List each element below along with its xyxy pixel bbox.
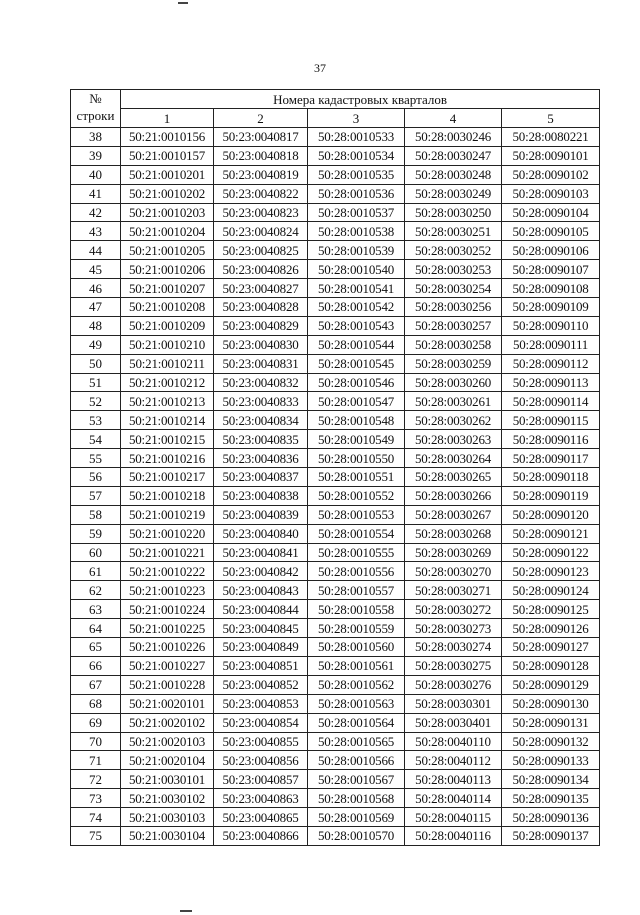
cadastral-number-cell: 50:28:0090105 [502,222,600,241]
table-row [71,165,600,184]
cadastral-number-cell: 50:28:0010556 [308,562,405,581]
cadastral-number-cell: 50:28:0030253 [405,260,502,279]
row-number-cell: 52 [71,392,121,411]
cadastral-quarters-table [70,89,600,846]
cadastral-number-cell: 50:28:0010553 [308,505,405,524]
scan-mark-bottom [180,910,192,912]
table-row [71,241,600,260]
cadastral-number-cell: 50:28:0090136 [502,808,600,827]
row-number-cell: 53 [71,411,121,430]
cadastral-number-cell: 50:28:0010542 [308,298,405,317]
cadastral-number-cell: 50:23:0040849 [214,638,308,657]
cadastral-number-cell: 50:28:0090124 [502,581,600,600]
table-row [71,656,600,675]
row-number-cell: 73 [71,789,121,808]
row-number-cell: 40 [71,165,121,184]
row-number-cell: 39 [71,146,121,165]
cadastral-number-cell: 50:21:0010217 [121,468,214,487]
cadastral-number-cell: 50:21:0010211 [121,354,214,373]
table-row [71,203,600,222]
cadastral-number-cell: 50:28:0030256 [405,298,502,317]
cadastral-number-cell: 50:23:0040851 [214,656,308,675]
cadastral-number-cell: 50:28:0010548 [308,411,405,430]
row-number-header [71,90,121,128]
cadastral-number-cell: 50:28:0010535 [308,165,405,184]
cadastral-number-cell: 50:23:0040843 [214,581,308,600]
cadastral-number-cell: 50:28:0030273 [405,619,502,638]
cadastral-number-cell: 50:28:0010557 [308,581,405,600]
row-number-cell: 61 [71,562,121,581]
table-row [71,600,600,619]
column-number-header: 3 [308,109,405,128]
cadastral-number-cell: 50:28:0030265 [405,468,502,487]
table-row [71,468,600,487]
cadastral-number-cell: 50:28:0030401 [405,713,502,732]
row-number-cell: 60 [71,543,121,562]
table-row [71,392,600,411]
cadastral-number-cell: 50:28:0040116 [405,826,502,845]
row-number-header-symbol: № [89,91,102,106]
row-number-cell: 71 [71,751,121,770]
cadastral-number-cell: 50:28:0030275 [405,656,502,675]
cadastral-number-cell: 50:28:0010564 [308,713,405,732]
cadastral-number-cell: 50:23:0040855 [214,732,308,751]
cadastral-number-cell: 50:28:0010558 [308,600,405,619]
row-number-cell: 46 [71,279,121,298]
table-row [71,581,600,600]
cadastral-number-cell: 50:28:0090122 [502,543,600,562]
cadastral-number-cell: 50:23:0040833 [214,392,308,411]
row-number-cell: 65 [71,638,121,657]
cadastral-number-cell: 50:28:0090113 [502,373,600,392]
row-number-cell: 48 [71,316,121,335]
table-row [71,486,600,505]
cadastral-number-cell: 50:28:0090132 [502,732,600,751]
cadastral-number-cell: 50:28:0030257 [405,316,502,335]
cadastral-number-cell: 50:28:0090123 [502,562,600,581]
cadastral-number-cell: 50:28:0030249 [405,184,502,203]
cadastral-number-cell: 50:28:0030266 [405,486,502,505]
cadastral-number-cell: 50:23:0040835 [214,430,308,449]
cadastral-number-cell: 50:28:0090111 [502,335,600,354]
cadastral-number-cell: 50:28:0090120 [502,505,600,524]
table-row [71,524,600,543]
cadastral-number-cell: 50:28:0030274 [405,638,502,657]
cadastral-number-cell: 50:28:0090107 [502,260,600,279]
cadastral-number-cell: 50:23:0040866 [214,826,308,845]
row-number-cell: 50 [71,354,121,373]
cadastral-number-cell: 50:23:0040852 [214,675,308,694]
cadastral-number-cell: 50:21:0010210 [121,335,214,354]
cadastral-number-cell: 50:21:0020103 [121,732,214,751]
row-number-cell: 51 [71,373,121,392]
cadastral-number-cell: 50:28:0030271 [405,581,502,600]
cadastral-number-cell: 50:28:0030250 [405,203,502,222]
cadastral-number-cell: 50:21:0020102 [121,713,214,732]
table-header-row-1 [71,90,600,109]
cadastral-number-cell: 50:21:0010157 [121,146,214,165]
cadastral-number-cell: 50:21:0010212 [121,373,214,392]
cadastral-number-cell: 50:23:0040827 [214,279,308,298]
table-row [71,354,600,373]
cadastral-number-cell: 50:28:0010570 [308,826,405,845]
cadastral-number-cell: 50:28:0010540 [308,260,405,279]
row-number-cell: 62 [71,581,121,600]
cadastral-number-cell: 50:21:0020104 [121,751,214,770]
cadastral-number-cell: 50:28:0030301 [405,694,502,713]
cadastral-number-cell: 50:21:0010205 [121,241,214,260]
cadastral-number-cell: 50:28:0030258 [405,335,502,354]
cadastral-number-cell: 50:28:0030259 [405,354,502,373]
table-row [71,335,600,354]
table-row [71,505,600,524]
cadastral-number-cell: 50:21:0010221 [121,543,214,562]
cadastral-number-cell: 50:21:0010209 [121,316,214,335]
cadastral-number-cell: 50:28:0090128 [502,656,600,675]
table-row [71,789,600,808]
column-group-header: Номера кадастровых кварталов [121,90,600,109]
cadastral-number-cell: 50:23:0040837 [214,468,308,487]
cadastral-number-cell: 50:28:0030267 [405,505,502,524]
cadastral-number-cell: 50:28:0090108 [502,279,600,298]
cadastral-number-cell: 50:28:0090129 [502,675,600,694]
cadastral-number-cell: 50:28:0010538 [308,222,405,241]
cadastral-number-cell: 50:28:0090130 [502,694,600,713]
cadastral-number-cell: 50:28:0030261 [405,392,502,411]
row-number-cell: 70 [71,732,121,751]
cadastral-number-cell: 50:21:0010225 [121,619,214,638]
row-number-cell: 55 [71,449,121,468]
cadastral-number-cell: 50:28:0090118 [502,468,600,487]
row-number-cell: 42 [71,203,121,222]
row-number-cell: 72 [71,770,121,789]
cadastral-number-cell: 50:28:0010559 [308,619,405,638]
table-row [71,619,600,638]
cadastral-number-cell: 50:28:0030269 [405,543,502,562]
cadastral-number-cell: 50:28:0010563 [308,694,405,713]
column-number-header: 1 [121,109,214,128]
cadastral-number-cell: 50:28:0040114 [405,789,502,808]
cadastral-number-cell: 50:21:0030102 [121,789,214,808]
cadastral-number-cell: 50:21:0010215 [121,430,214,449]
cadastral-number-cell: 50:28:0090114 [502,392,600,411]
cadastral-number-cell: 50:23:0040834 [214,411,308,430]
cadastral-number-cell: 50:21:0010226 [121,638,214,657]
cadastral-number-cell: 50:28:0090121 [502,524,600,543]
cadastral-number-cell: 50:28:0030263 [405,430,502,449]
cadastral-number-cell: 50:28:0010561 [308,656,405,675]
row-number-cell: 41 [71,184,121,203]
table-row [71,543,600,562]
cadastral-number-cell: 50:28:0010547 [308,392,405,411]
cadastral-number-cell: 50:28:0010534 [308,146,405,165]
column-number-header: 5 [502,109,600,128]
cadastral-number-cell: 50:28:0010533 [308,128,405,147]
cadastral-number-cell: 50:28:0030260 [405,373,502,392]
cadastral-number-cell: 50:23:0040865 [214,808,308,827]
cadastral-number-cell: 50:28:0080221 [502,128,600,147]
row-number-cell: 63 [71,600,121,619]
cadastral-number-cell: 50:23:0040841 [214,543,308,562]
cadastral-number-cell: 50:28:0040113 [405,770,502,789]
cadastral-number-cell: 50:28:0090137 [502,826,600,845]
table-header-row-2 [71,109,600,128]
cadastral-number-cell: 50:28:0030272 [405,600,502,619]
cadastral-number-cell: 50:23:0040853 [214,694,308,713]
cadastral-number-cell: 50:23:0040818 [214,146,308,165]
table-row [71,732,600,751]
cadastral-number-cell: 50:28:0010539 [308,241,405,260]
cadastral-number-cell: 50:28:0040112 [405,751,502,770]
cadastral-number-cell: 50:28:0010566 [308,751,405,770]
cadastral-number-cell: 50:28:0090131 [502,713,600,732]
cadastral-number-cell: 50:23:0040830 [214,335,308,354]
row-number-cell: 38 [71,128,121,147]
row-number-cell: 54 [71,430,121,449]
row-number-cell: 43 [71,222,121,241]
table-row [71,449,600,468]
cadastral-number-cell: 50:28:0030248 [405,165,502,184]
cadastral-number-cell: 50:23:0040823 [214,203,308,222]
cadastral-number-cell: 50:28:0010552 [308,486,405,505]
table-row [71,826,600,845]
row-number-cell: 58 [71,505,121,524]
cadastral-number-cell: 50:28:0040115 [405,808,502,827]
cadastral-number-cell: 50:21:0010208 [121,298,214,317]
row-number-cell: 68 [71,694,121,713]
cadastral-number-cell: 50:21:0010207 [121,279,214,298]
cadastral-number-cell: 50:28:0010541 [308,279,405,298]
table-row [71,146,600,165]
table-row [71,675,600,694]
table-row [71,562,600,581]
table-row [71,373,600,392]
cadastral-number-cell: 50:23:0040838 [214,486,308,505]
cadastral-number-cell: 50:21:0010219 [121,505,214,524]
row-number-cell: 75 [71,826,121,845]
cadastral-number-cell: 50:28:0030262 [405,411,502,430]
table-row [71,694,600,713]
row-number-cell: 66 [71,656,121,675]
cadastral-number-cell: 50:28:0030276 [405,675,502,694]
cadastral-number-cell: 50:28:0030264 [405,449,502,468]
cadastral-number-cell: 50:28:0090106 [502,241,600,260]
cadastral-number-cell: 50:28:0090110 [502,316,600,335]
cadastral-number-cell: 50:21:0010202 [121,184,214,203]
cadastral-number-cell: 50:28:0090112 [502,354,600,373]
table-row [71,279,600,298]
cadastral-number-cell: 50:21:0010224 [121,600,214,619]
cadastral-number-cell: 50:23:0040842 [214,562,308,581]
cadastral-number-cell: 50:23:0040839 [214,505,308,524]
cadastral-number-cell: 50:28:0030252 [405,241,502,260]
cadastral-number-cell: 50:21:0010213 [121,392,214,411]
table-row [71,298,600,317]
row-number-cell: 74 [71,808,121,827]
row-number-cell: 47 [71,298,121,317]
cadastral-number-cell: 50:23:0040844 [214,600,308,619]
table-row [71,260,600,279]
cadastral-number-cell: 50:28:0090109 [502,298,600,317]
cadastral-number-cell: 50:28:0090115 [502,411,600,430]
cadastral-number-cell: 50:23:0040824 [214,222,308,241]
cadastral-number-cell: 50:28:0010565 [308,732,405,751]
cadastral-number-cell: 50:23:0040828 [214,298,308,317]
cadastral-number-cell: 50:28:0090117 [502,449,600,468]
cadastral-number-cell: 50:28:0090104 [502,203,600,222]
table-row [71,808,600,827]
cadastral-number-cell: 50:28:0010546 [308,373,405,392]
cadastral-number-cell: 50:28:0010562 [308,675,405,694]
cadastral-number-cell: 50:28:0090133 [502,751,600,770]
cadastral-number-cell: 50:21:0010218 [121,486,214,505]
row-number-cell: 49 [71,335,121,354]
cadastral-number-cell: 50:28:0010550 [308,449,405,468]
table-row [71,751,600,770]
cadastral-number-cell: 50:21:0030104 [121,826,214,845]
table-row [71,128,600,147]
cadastral-number-cell: 50:28:0030254 [405,279,502,298]
cadastral-number-cell: 50:28:0010549 [308,430,405,449]
table-row [71,411,600,430]
table-row [71,316,600,335]
cadastral-number-cell: 50:28:0010555 [308,543,405,562]
cadastral-number-cell: 50:21:0020101 [121,694,214,713]
row-number-cell: 64 [71,619,121,638]
cadastral-number-cell: 50:23:0040863 [214,789,308,808]
cadastral-number-cell: 50:21:0030103 [121,808,214,827]
cadastral-number-cell: 50:28:0090135 [502,789,600,808]
cadastral-number-cell: 50:21:0010216 [121,449,214,468]
cadastral-number-cell: 50:28:0030246 [405,128,502,147]
table-row [71,430,600,449]
column-number-header: 2 [214,109,308,128]
cadastral-number-cell: 50:21:0010223 [121,581,214,600]
cadastral-number-cell: 50:21:0010203 [121,203,214,222]
cadastral-number-cell: 50:28:0030270 [405,562,502,581]
cadastral-number-cell: 50:28:0010543 [308,316,405,335]
row-number-cell: 56 [71,468,121,487]
cadastral-number-cell: 50:28:0010537 [308,203,405,222]
cadastral-number-cell: 50:23:0040822 [214,184,308,203]
cadastral-number-cell: 50:28:0010569 [308,808,405,827]
cadastral-number-cell: 50:28:0010551 [308,468,405,487]
cadastral-number-cell: 50:23:0040829 [214,316,308,335]
cadastral-number-cell: 50:21:0010204 [121,222,214,241]
cadastral-number-cell: 50:28:0090103 [502,184,600,203]
row-number-cell: 44 [71,241,121,260]
column-number-header: 4 [405,109,502,128]
page-number: 37 [314,61,326,75]
row-number-cell: 67 [71,675,121,694]
cadastral-number-cell: 50:28:0090101 [502,146,600,165]
cadastral-number-cell: 50:23:0040840 [214,524,308,543]
table-row [71,770,600,789]
cadastral-number-cell: 50:21:0010206 [121,260,214,279]
cadastral-number-cell: 50:23:0040845 [214,619,308,638]
cadastral-number-cell: 50:21:0010222 [121,562,214,581]
cadastral-number-cell: 50:23:0040825 [214,241,308,260]
table-row [71,713,600,732]
cadastral-number-cell: 50:28:0010567 [308,770,405,789]
cadastral-number-cell: 50:28:0090126 [502,619,600,638]
cadastral-number-cell: 50:28:0090119 [502,486,600,505]
cadastral-number-cell: 50:23:0040856 [214,751,308,770]
row-number-cell: 57 [71,486,121,505]
cadastral-number-cell: 50:28:0010554 [308,524,405,543]
scan-mark-top [178,2,188,4]
row-number-header-label: строки [76,108,115,123]
cadastral-number-cell: 50:28:0010545 [308,354,405,373]
cadastral-number-cell: 50:28:0040110 [405,732,502,751]
cadastral-number-cell: 50:23:0040832 [214,373,308,392]
cadastral-number-cell: 50:23:0040826 [214,260,308,279]
table-row [71,222,600,241]
cadastral-number-cell: 50:21:0030101 [121,770,214,789]
cadastral-number-cell: 50:28:0010544 [308,335,405,354]
table-row [71,184,600,203]
cadastral-number-cell: 50:28:0030251 [405,222,502,241]
cadastral-number-cell: 50:28:0090134 [502,770,600,789]
cadastral-number-cell: 50:28:0030247 [405,146,502,165]
cadastral-number-cell: 50:23:0040857 [214,770,308,789]
cadastral-number-cell: 50:21:0010228 [121,675,214,694]
cadastral-number-cell: 50:28:0090127 [502,638,600,657]
cadastral-number-cell: 50:21:0010201 [121,165,214,184]
row-number-cell: 45 [71,260,121,279]
cadastral-number-cell: 50:23:0040819 [214,165,308,184]
table-row [71,638,600,657]
cadastral-number-cell: 50:28:0090102 [502,165,600,184]
cadastral-number-cell: 50:23:0040831 [214,354,308,373]
row-number-cell: 59 [71,524,121,543]
cadastral-number-cell: 50:28:0010560 [308,638,405,657]
cadastral-number-cell: 50:23:0040836 [214,449,308,468]
cadastral-number-cell: 50:23:0040854 [214,713,308,732]
cadastral-number-cell: 50:28:0090125 [502,600,600,619]
cadastral-number-cell: 50:28:0010536 [308,184,405,203]
cadastral-number-cell: 50:28:0090116 [502,430,600,449]
cadastral-number-cell: 50:21:0010156 [121,128,214,147]
cadastral-number-cell: 50:28:0010568 [308,789,405,808]
cadastral-number-cell: 50:21:0010227 [121,656,214,675]
cadastral-number-cell: 50:21:0010220 [121,524,214,543]
cadastral-number-cell: 50:23:0040817 [214,128,308,147]
row-number-cell: 69 [71,713,121,732]
cadastral-number-cell: 50:28:0030268 [405,524,502,543]
cadastral-number-cell: 50:21:0010214 [121,411,214,430]
